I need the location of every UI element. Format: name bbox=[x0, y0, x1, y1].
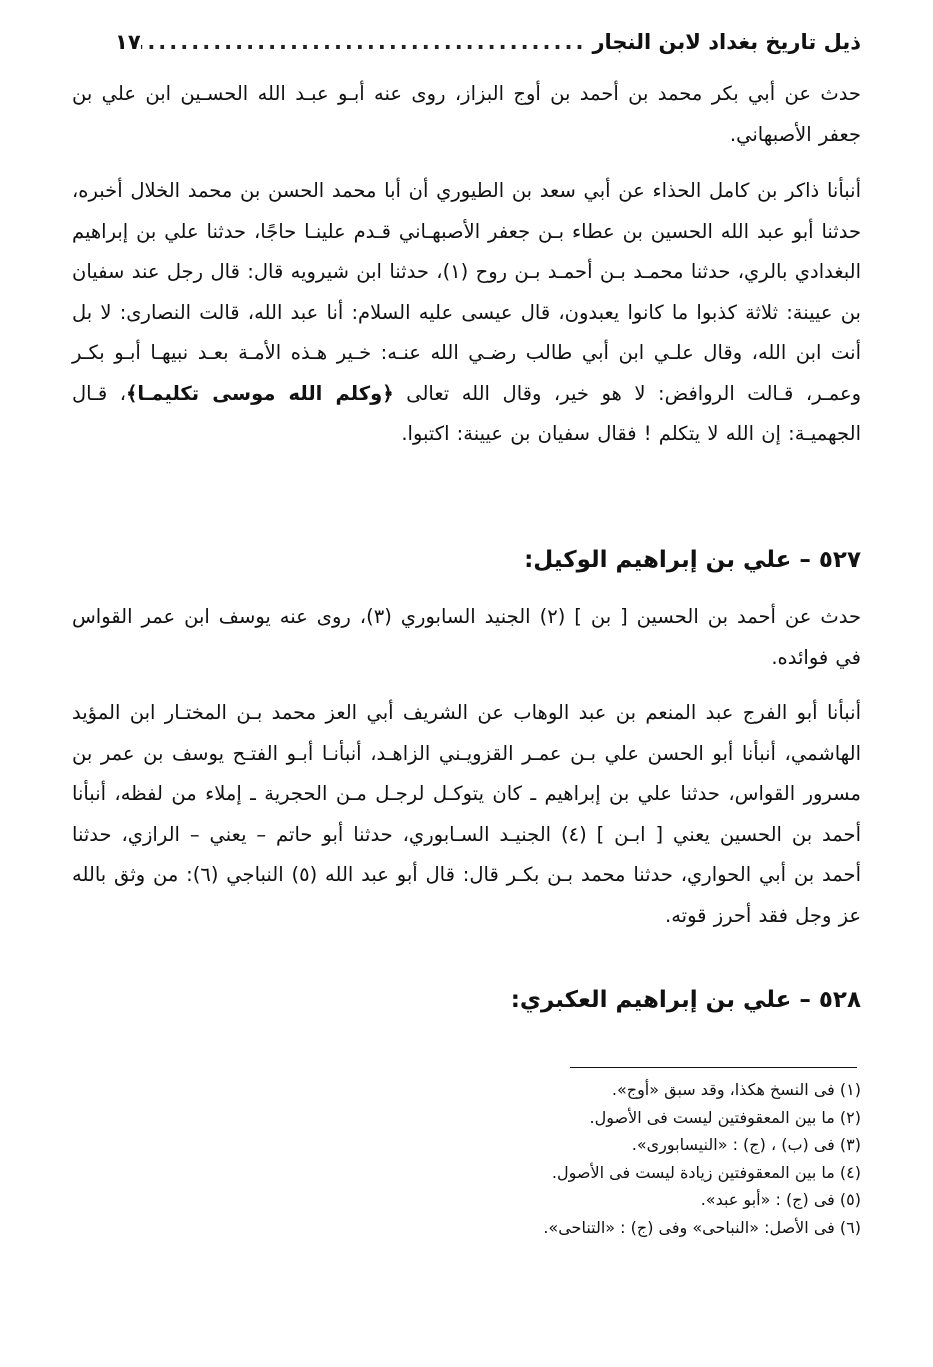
entry-527-paragraph-1 bbox=[72, 597, 861, 678]
entry-527-paragraph-2 bbox=[72, 693, 861, 936]
paragraph-text bbox=[72, 597, 861, 678]
entry-527-heading: ٥٢٧ – علي بن إبراهيم الوكيل: bbox=[524, 547, 861, 573]
text-run: أنبأنا أبو الفرج عبد المنعم بن عبد الوهاب عن الشريف أبي العز محمد بـن المختـار ابن المؤيد الهاشمي، أنبأنا أبو الحسن علي بـن عمـر القزويـني الزاهـد، أنبأنـا أبـو الفتـح يوسف بن عمر بن مسرور القواس، حدثنا علي بن إبراهيم ـ كان يتوكـل لرجـل مـن الحجرية ـ إملاء من لفظه، أنبأنا أحمد بن الحسين يعني [ ابـن ] bbox=[72, 701, 862, 846]
footnote: (١) فى النسخ هكذا، وقد سبق «أوج». bbox=[611, 1080, 861, 1099]
footnote-divider bbox=[570, 1067, 857, 1068]
footnote-ref: (٥) bbox=[291, 863, 318, 886]
footnote-ref: (١) bbox=[442, 260, 469, 283]
prev-entry-paragraph-1 bbox=[72, 74, 861, 155]
footnote-ref: (٤) bbox=[561, 822, 587, 846]
paragraph-text bbox=[72, 171, 861, 455]
text-run: ، قـال الجهميـة: إن الله لا يتكلم ! فقال سفيان بن عيينة: اكتبوا. bbox=[72, 381, 861, 445]
text-run: الجنيد السابوري bbox=[400, 605, 531, 628]
footnote: (٣) فى (ب) ، (ج) : «النيسابورى». bbox=[631, 1135, 861, 1154]
paragraph-text: حدث عن أبي بكر محمد بن أحمد بن أوج البزاز، روى عنه أبـو عبـد الله الحسـين ابن علي بن جعفر الأصبهاني. bbox=[72, 82, 861, 146]
running-header bbox=[115, 30, 861, 64]
footnote: (٤) ما بين المعقوفتين زيادة ليست فى الأصول. bbox=[551, 1162, 861, 1182]
footnotes bbox=[300, 1076, 861, 1241]
footnote-ref: (٣) bbox=[366, 605, 392, 628]
prev-entry-paragraph-2 bbox=[72, 171, 861, 455]
page-number: ١٧ bbox=[115, 30, 141, 54]
paragraph-text bbox=[72, 693, 861, 936]
text-run: ، حدثنا ابن شيرويه قال: قال رجل عند سفيان بن عيينة: ثلاثة كذبوا ما كانوا يعبدون، قال عيسى عليه السلام: أنا عبد الله، قالت النصارى: لا بل أنت ابن الله، وقال علـي ابن أبي طالب رضـي الله عنـه: خـير هـذه الأمـة بعـد نبيهـا أبـو بكـر وعمـر، قـالت الروافض: لا هو خير، وقال الله تعالى bbox=[72, 260, 862, 405]
quran-quote: ﴿وكلم الله موسى تكليمـا﴾ bbox=[126, 381, 394, 405]
header-leader-dots bbox=[141, 30, 593, 54]
entry-528-heading: ٥٢٨ – علي بن إبراهيم العكبري: bbox=[510, 987, 861, 1013]
footnote: (٢) ما بين المعقوفتين ليست فى الأصول. bbox=[589, 1107, 861, 1127]
footnote: (٥) فى (ج) : «أبو عبد». bbox=[700, 1190, 861, 1209]
text-run: الجنيـد السـابوري، حدثنا أبو حاتم – يعني – الرازي، حدثنا أحمد بن أبي الحواري، حدثنا محمد بـن بكـر قال: قال أبو عبد الله bbox=[72, 822, 861, 886]
text-run: ، روى عنه يوسف ابن عمر القواس في فوائده. bbox=[72, 605, 861, 669]
text-run: النباجي bbox=[226, 863, 284, 886]
footnote-ref: (٦) bbox=[192, 863, 219, 886]
footnote: (٦) فى الأصل: «النباحى» وفى (ج) : «التناحى». bbox=[543, 1217, 861, 1237]
footnote-ref: (٢) bbox=[539, 605, 566, 628]
header-title: ذيل تاريخ بغداد لابن النجار bbox=[592, 30, 861, 54]
text-run: حدث عن أحمد بن الحسين [ بن ] bbox=[574, 605, 862, 628]
text-run: : من وثق بالله عز وجل فقد أحرز قوته. bbox=[72, 863, 861, 927]
text-run: أنبأنا ذاكر بن كامل الحذاء عن أبي سعد بن الطيوري أن أبا محمد الحسن بن محمد الخلال أخبره، حدثنا أبو عبد الله الحسين بن عطاء بـن جعفر الأصبهـاني قـدم علينـا حاجًا، حدثنا علي بن إبراهيم البغدادي بالري، حدثنا محمـد بـن أحمـد بـن روح bbox=[72, 179, 861, 283]
